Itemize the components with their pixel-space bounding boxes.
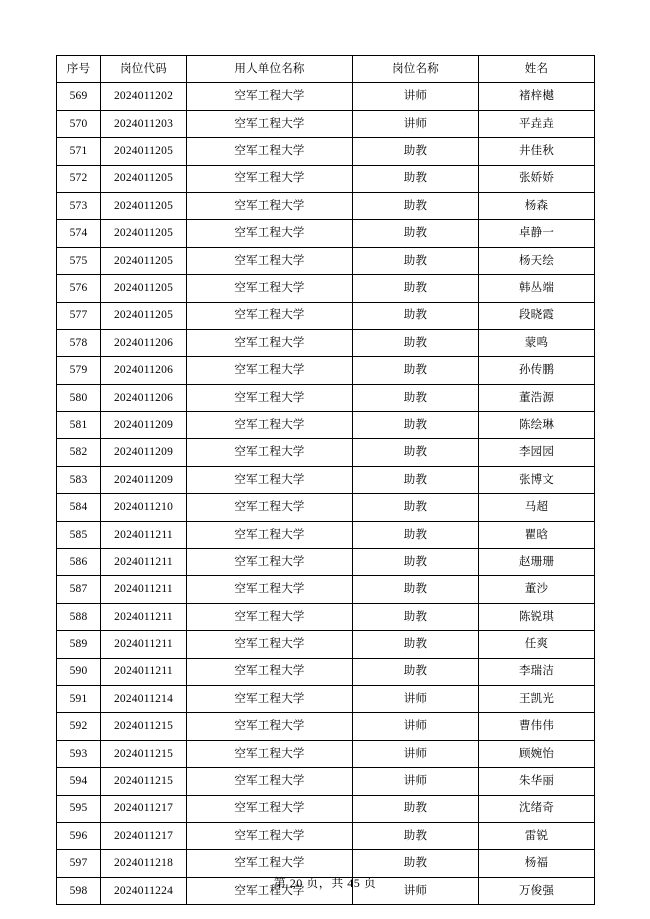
- cell-index: 584: [57, 494, 101, 521]
- cell-employer: 空军工程大学: [187, 466, 353, 493]
- cell-index: 576: [57, 275, 101, 302]
- cell-person-name: 张娇娇: [479, 165, 595, 192]
- cell-index: 582: [57, 439, 101, 466]
- cell-person-name: 褚梓樾: [479, 83, 595, 110]
- table-row: [57, 740, 595, 767]
- page-footer: 第 20 页，共 45 页: [273, 876, 377, 890]
- table-row: [57, 357, 595, 384]
- cell-person-name: 平垚垚: [479, 110, 595, 137]
- column-header-employer: 用人单位名称: [187, 56, 353, 83]
- cell-post-code: 2024011210: [101, 494, 187, 521]
- cell-post-code: 2024011211: [101, 576, 187, 603]
- cell-employer: 空军工程大学: [187, 877, 353, 904]
- cell-employer: 空军工程大学: [187, 247, 353, 274]
- cell-person-name: 杨森: [479, 192, 595, 219]
- cell-index: 572: [57, 165, 101, 192]
- cell-employer: 空军工程大学: [187, 658, 353, 685]
- cell-post-name: 助教: [353, 302, 479, 329]
- cell-person-name: 蒙鸣: [479, 329, 595, 356]
- cell-person-name: 万俊强: [479, 877, 595, 904]
- cell-post-name: 助教: [353, 795, 479, 822]
- cell-index: 585: [57, 521, 101, 548]
- cell-post-name: 助教: [353, 850, 479, 877]
- cell-employer: 空军工程大学: [187, 192, 353, 219]
- cell-person-name: 张博文: [479, 466, 595, 493]
- cell-employer: 空军工程大学: [187, 850, 353, 877]
- cell-index: 574: [57, 220, 101, 247]
- table-row: [57, 603, 595, 630]
- cell-person-name: 韩丛端: [479, 275, 595, 302]
- cell-employer: 空军工程大学: [187, 603, 353, 630]
- cell-post-code: 2024011209: [101, 466, 187, 493]
- cell-person-name: 赵珊珊: [479, 549, 595, 576]
- cell-post-name: 助教: [353, 384, 479, 411]
- cell-employer: 空军工程大学: [187, 275, 353, 302]
- column-header-index: 序号: [57, 56, 101, 83]
- cell-post-code: 2024011217: [101, 822, 187, 849]
- cell-index: 580: [57, 384, 101, 411]
- cell-employer: 空军工程大学: [187, 110, 353, 137]
- cell-person-name: 井佳秋: [479, 138, 595, 165]
- cell-employer: 空军工程大学: [187, 549, 353, 576]
- cell-employer: 空军工程大学: [187, 685, 353, 712]
- cell-employer: 空军工程大学: [187, 521, 353, 548]
- cell-person-name: 雷锐: [479, 822, 595, 849]
- cell-post-code: 2024011206: [101, 384, 187, 411]
- cell-post-code: 2024011205: [101, 192, 187, 219]
- cell-person-name: 朱华丽: [479, 768, 595, 795]
- table-row: [57, 631, 595, 658]
- cell-post-code: 2024011205: [101, 275, 187, 302]
- cell-person-name: 曹伟伟: [479, 713, 595, 740]
- cell-post-name: 助教: [353, 220, 479, 247]
- cell-post-name: 助教: [353, 165, 479, 192]
- cell-post-code: 2024011211: [101, 603, 187, 630]
- cell-person-name: 沈绪奇: [479, 795, 595, 822]
- cell-post-name: 助教: [353, 138, 479, 165]
- cell-post-name: 讲师: [353, 685, 479, 712]
- table-row: [57, 494, 595, 521]
- cell-post-code: 2024011205: [101, 302, 187, 329]
- table-row: [57, 549, 595, 576]
- cell-employer: 空军工程大学: [187, 138, 353, 165]
- cell-post-name: 助教: [353, 247, 479, 274]
- column-header-post-code: 岗位代码: [101, 56, 187, 83]
- cell-person-name: 卓静一: [479, 220, 595, 247]
- cell-post-code: 2024011217: [101, 795, 187, 822]
- cell-index: 591: [57, 685, 101, 712]
- cell-post-code: 2024011215: [101, 740, 187, 767]
- cell-index: 593: [57, 740, 101, 767]
- cell-post-code: 2024011211: [101, 658, 187, 685]
- cell-employer: 空军工程大学: [187, 329, 353, 356]
- cell-employer: 空军工程大学: [187, 384, 353, 411]
- cell-person-name: 杨天绘: [479, 247, 595, 274]
- cell-post-code: 2024011218: [101, 850, 187, 877]
- cell-post-code: 2024011211: [101, 521, 187, 548]
- cell-index: 595: [57, 795, 101, 822]
- table-row: [57, 329, 595, 356]
- cell-person-name: 陈绘琳: [479, 412, 595, 439]
- cell-post-name: 助教: [353, 494, 479, 521]
- cell-employer: 空军工程大学: [187, 412, 353, 439]
- cell-post-code: 2024011205: [101, 247, 187, 274]
- cell-index: 573: [57, 192, 101, 219]
- cell-employer: 空军工程大学: [187, 713, 353, 740]
- cell-employer: 空军工程大学: [187, 439, 353, 466]
- cell-index: 569: [57, 83, 101, 110]
- table-row: [57, 138, 595, 165]
- table-row: [57, 576, 595, 603]
- table-body: [57, 83, 595, 905]
- cell-post-name: 助教: [353, 275, 479, 302]
- cell-index: 597: [57, 850, 101, 877]
- table-row: [57, 439, 595, 466]
- table-row: [57, 466, 595, 493]
- table-row: [57, 110, 595, 137]
- cell-post-name: 助教: [353, 466, 479, 493]
- cell-post-name: 助教: [353, 412, 479, 439]
- cell-employer: 空军工程大学: [187, 302, 353, 329]
- table-row: [57, 412, 595, 439]
- cell-post-code: 2024011205: [101, 138, 187, 165]
- cell-post-name: 助教: [353, 631, 479, 658]
- cell-post-code: 2024011205: [101, 165, 187, 192]
- cell-index: 590: [57, 658, 101, 685]
- cell-person-name: 陈锐琪: [479, 603, 595, 630]
- cell-post-code: 2024011211: [101, 549, 187, 576]
- cell-person-name: 马超: [479, 494, 595, 521]
- cell-post-name: 助教: [353, 822, 479, 849]
- column-header-person-name: 姓名: [479, 56, 595, 83]
- cell-post-name: 助教: [353, 329, 479, 356]
- cell-index: 596: [57, 822, 101, 849]
- cell-post-name: 讲师: [353, 768, 479, 795]
- cell-post-name: 助教: [353, 521, 479, 548]
- cell-employer: 空军工程大学: [187, 165, 353, 192]
- cell-post-name: 助教: [353, 576, 479, 603]
- cell-person-name: 杨福: [479, 850, 595, 877]
- table-header: [57, 56, 595, 83]
- cell-person-name: 李园园: [479, 439, 595, 466]
- cell-post-name: 助教: [353, 192, 479, 219]
- cell-employer: 空军工程大学: [187, 494, 353, 521]
- table-row: [57, 275, 595, 302]
- table-row: [57, 795, 595, 822]
- cell-person-name: 孙传鹏: [479, 357, 595, 384]
- table-row: [57, 685, 595, 712]
- roster-table: [56, 55, 595, 905]
- cell-post-name: 助教: [353, 603, 479, 630]
- cell-person-name: 瞿晗: [479, 521, 595, 548]
- cell-post-code: 2024011211: [101, 631, 187, 658]
- cell-index: 588: [57, 603, 101, 630]
- cell-post-name: 助教: [353, 439, 479, 466]
- cell-person-name: 李瑞洁: [479, 658, 595, 685]
- table-row: [57, 192, 595, 219]
- table-row: [57, 165, 595, 192]
- cell-employer: 空军工程大学: [187, 795, 353, 822]
- cell-post-code: 2024011206: [101, 357, 187, 384]
- cell-index: 575: [57, 247, 101, 274]
- table-header-row: [57, 56, 595, 83]
- cell-index: 586: [57, 549, 101, 576]
- cell-post-code: 2024011215: [101, 768, 187, 795]
- column-header-post-name: 岗位名称: [353, 56, 479, 83]
- cell-post-name: 讲师: [353, 110, 479, 137]
- cell-post-code: 2024011206: [101, 329, 187, 356]
- cell-post-name: 助教: [353, 549, 479, 576]
- cell-post-name: 讲师: [353, 83, 479, 110]
- cell-index: 571: [57, 138, 101, 165]
- cell-post-code: 2024011202: [101, 83, 187, 110]
- table-row: [57, 713, 595, 740]
- cell-post-code: 2024011209: [101, 412, 187, 439]
- cell-index: 592: [57, 713, 101, 740]
- cell-index: 594: [57, 768, 101, 795]
- cell-index: 578: [57, 329, 101, 356]
- cell-employer: 空军工程大学: [187, 357, 353, 384]
- table-row: [57, 768, 595, 795]
- cell-index: 598: [57, 877, 101, 904]
- cell-post-code: 2024011203: [101, 110, 187, 137]
- cell-person-name: 董浩源: [479, 384, 595, 411]
- cell-post-code: 2024011205: [101, 220, 187, 247]
- cell-employer: 空军工程大学: [187, 740, 353, 767]
- cell-post-code: 2024011215: [101, 713, 187, 740]
- cell-employer: 空军工程大学: [187, 631, 353, 658]
- cell-post-code: 2024011209: [101, 439, 187, 466]
- cell-post-name: 讲师: [353, 877, 479, 904]
- cell-employer: 空军工程大学: [187, 768, 353, 795]
- cell-post-name: 助教: [353, 357, 479, 384]
- cell-employer: 空军工程大学: [187, 83, 353, 110]
- cell-person-name: 任爽: [479, 631, 595, 658]
- cell-index: 587: [57, 576, 101, 603]
- cell-index: 581: [57, 412, 101, 439]
- cell-post-name: 助教: [353, 658, 479, 685]
- cell-person-name: 董沙: [479, 576, 595, 603]
- cell-index: 579: [57, 357, 101, 384]
- table-row: [57, 247, 595, 274]
- cell-employer: 空军工程大学: [187, 576, 353, 603]
- table-row: [57, 384, 595, 411]
- table-row: [57, 83, 595, 110]
- cell-index: 577: [57, 302, 101, 329]
- table-row: [57, 658, 595, 685]
- cell-index: 570: [57, 110, 101, 137]
- cell-person-name: 顾婉怡: [479, 740, 595, 767]
- cell-post-name: 讲师: [353, 713, 479, 740]
- cell-person-name: 段晓霞: [479, 302, 595, 329]
- table-row: [57, 220, 595, 247]
- cell-employer: 空军工程大学: [187, 220, 353, 247]
- cell-person-name: 王凯光: [479, 685, 595, 712]
- cell-index: 583: [57, 466, 101, 493]
- table-row: [57, 822, 595, 849]
- table-row: [57, 521, 595, 548]
- cell-post-code: 2024011214: [101, 685, 187, 712]
- table-row: [57, 302, 595, 329]
- cell-index: 589: [57, 631, 101, 658]
- cell-employer: 空军工程大学: [187, 822, 353, 849]
- cell-post-code: 2024011224: [101, 877, 187, 904]
- cell-post-name: 讲师: [353, 740, 479, 767]
